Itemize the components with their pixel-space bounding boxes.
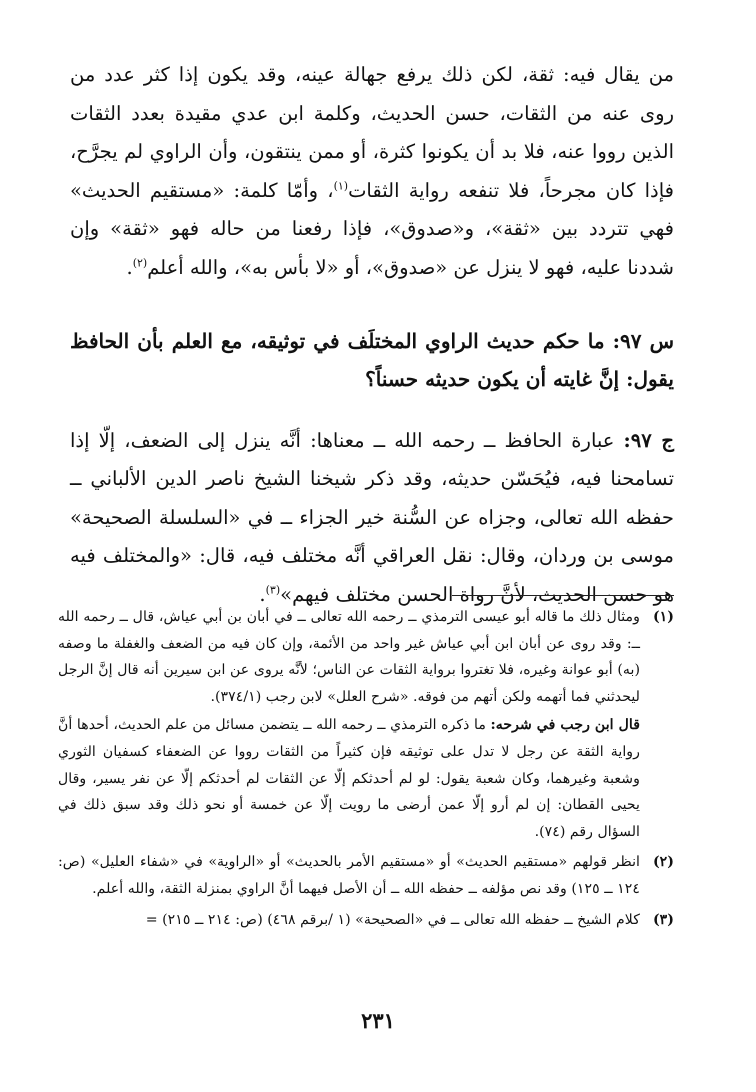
footnote-text: كلام الشيخ ــ حفظه الله تعالى ــ في «الصحيحة» (١ /برقم ٤٦٨) (ص: ٢١٤ ــ ٢١٥) = [145, 911, 640, 928]
question-label: س ٩٧: [612, 328, 674, 353]
footnote-body [58, 907, 640, 934]
question-text: ما حكم حديث الراوي المختلَف في توثيقه، مع العلم بأن الحافظ يقول: إنَّ غايته أن يكون حديثه حسناً؟ [70, 328, 674, 391]
intro-text-part2: ، وأمّا كلمة: «مستقيم الحديث» فهي تتردد بين «ثقة»، و«صدوق»، فإذا رفعنا من حاله فهو «ثقة» وإن شددنا عليه، فهو لا ينزل عن «صدوق»، أو «لا بأس به»، والله أعلم [70, 178, 674, 279]
footnote-paragraph [58, 907, 640, 934]
answer-97 [70, 422, 674, 615]
footnote-paragraph [58, 712, 640, 845]
footnote-1 [58, 604, 674, 845]
footnote-separator [452, 595, 674, 596]
footnote-body [58, 604, 640, 845]
page-number: ٢٣١ [361, 1008, 395, 1033]
intro-paragraph [70, 56, 674, 288]
footnote-paragraph [58, 849, 640, 902]
footnote-marker-1[interactable]: (١) [333, 179, 349, 193]
footnote-text: ومثال ذلك ما قاله أبو عيسى الترمذي ــ رحمه الله تعالى ــ في أبان بن أبي عياش، قال ــ رحمه الله ــ: وقد روى عن أبان ابن أبي عياش غير واحد من الأئمة، وإن كان فيه من الضعف والغفلة ما وصفه (به) أبو عوانة وغيره، فلا تغتروا برواية الثقات عن الناس؛ لأنَّه يروى عن ابن سيرين أنه قال إنَّ الرجل ليحدثني فما أتهمه ولكن أتهم من فوقه. «شرح العلل» لابن رجب (٣٧٤/١). [58, 609, 640, 705]
answer-label: ج ٩٧: [623, 428, 674, 452]
footnote-number: (٣) [652, 911, 674, 928]
footnote-2 [58, 849, 674, 902]
intro-text-part1: من يقال فيه: ثقة، لكن ذلك يرفع جهالة عينه، وقد يكون إذا كثر عدد من روى عنه من الثقات، حسن الحديث، وكلمة ابن عدي مقيدة بعدد الثقات الذين رووا عنه، فلا بد أن يكونوا كثرة، أو ممن ينتقون، وأن الراوي لم يجرَّح، فإذا كان مجرحاً، فلا تنفعه رواية الثقات [70, 63, 674, 202]
footnote-marker-3[interactable]: (٣) [265, 583, 281, 597]
footnote-number: (٢) [652, 854, 674, 871]
answer-end: . [259, 582, 266, 606]
intro-end: . [126, 255, 133, 279]
footnote-text: انظر قولهم «مستقيم الحديث» أو «مستقيم الأمر بالحديث» أو «الراوية» في «شفاء العليل» (ص: ١٢٤ ــ ١٢٥) وقد نص مؤلفه ــ حفظه الله ــ أن الأصل فيهما أنَّ الراوي بمنزلة الثقة، والله أعلم. [58, 854, 640, 897]
footnote-body [58, 849, 640, 902]
footnote-3 [58, 907, 674, 934]
main-text [70, 56, 674, 615]
footnote-lead: قال ابن رجب في شرحه: [490, 717, 640, 734]
footnote-number: (١) [652, 609, 674, 625]
footnotes-section [58, 604, 674, 937]
footnote-paragraph [58, 604, 640, 710]
question-97 [70, 322, 674, 398]
footnote-text: ما ذكره الترمذي ــ رحمه الله ــ يتضمن مسائل من علم الحديث، أحدها أنَّ رواية الثقة عن رجل لا تدل على توثيقه فإن كثيراً من الثقات رووا عن الضعفاء كسفيان الثوري وشعبة وغيرهما، وكان شعبة يقول: لو لم أحدثكم إلّا عن الثقات لم أحدثكم إلّا عن نفر يسير، وقال يحيى القطان: إن لم أرو إلّا عمن أرضى ما رويت إلّا عن خمسة أو نحو ذلك وقد سبق ذلك في السؤال رقم (٧٤). [58, 717, 640, 840]
answer-text: عبارة الحافظ ــ رحمه الله ــ معناها: أنَّه ينزل إلى الضعف، إلّا إذا تسامحنا فيه، فيُحَسّن حديثه، وقد ذكر شيخنا الشيخ ناصر الدين الألباني ــ حفظه الله تعالى، وجزاه عن السُّنة خير الجزاء ــ في «السلسلة الصحيحة» موسى بن وردان، وقال: نقل العراقي أنَّه مختلف فيه، قال: «والمختلف فيه هو حسن الحديث، لأنَّ رواة الحسن مختلف فيهم» [70, 428, 674, 606]
footnote-marker-2[interactable]: (٢) [132, 256, 148, 270]
